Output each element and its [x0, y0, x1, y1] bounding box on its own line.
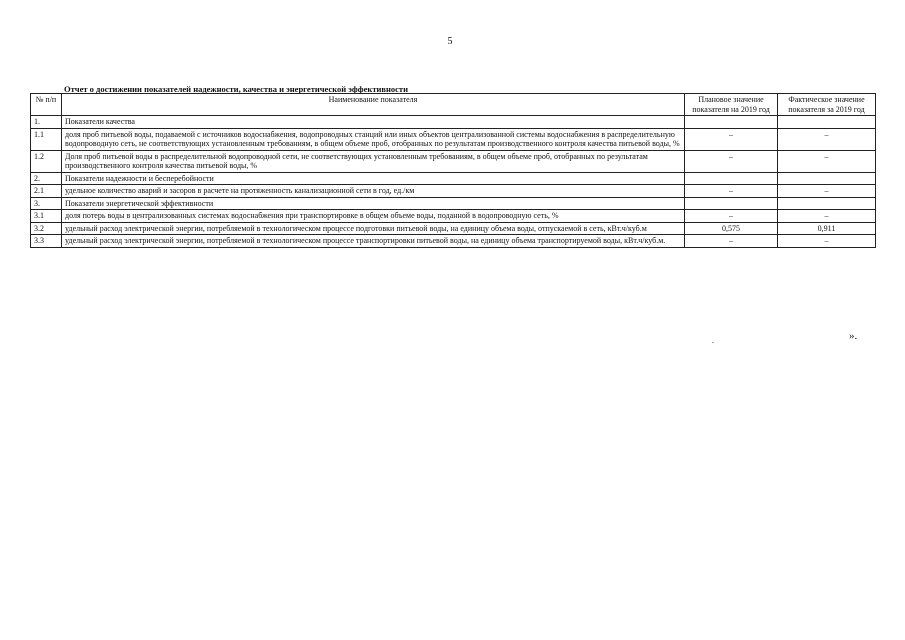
indicators-table [30, 93, 876, 248]
row-plan [685, 116, 778, 129]
row-num: 3.1 [31, 210, 62, 223]
row-num: 1.1 [31, 128, 62, 150]
row-plan: – [685, 150, 778, 172]
row-num: 2.1 [31, 185, 62, 198]
row-name: Показатели качества [62, 116, 685, 129]
row-plan: – [685, 185, 778, 198]
header-fact: Фактическое значение показателя за 2019 год [778, 94, 876, 116]
report-title: Отчет о достижении показателей надежности, качества и энергетической эффективности [64, 84, 408, 94]
table-row [31, 210, 876, 223]
closing-quote: ». [849, 330, 858, 342]
table-row [31, 185, 876, 198]
table-row [31, 197, 876, 210]
row-fact: – [778, 185, 876, 198]
row-plan: – [685, 128, 778, 150]
row-fact: – [778, 150, 876, 172]
stray-dot: . [712, 336, 714, 345]
table-row [31, 235, 876, 248]
row-fact [778, 116, 876, 129]
row-num: 2. [31, 172, 62, 185]
table-row [31, 116, 876, 129]
header-plan: Плановое значение показателя на 2019 год [685, 94, 778, 116]
row-name: доля потерь воды в централизованных системах водоснабжения при транспортировке в общем объеме воды, поданной в водопроводную сеть, % [62, 210, 685, 223]
row-name: Показатели надежности и бесперебойности [62, 172, 685, 185]
header-name: Наименование показателя [62, 94, 685, 116]
row-fact [778, 172, 876, 185]
table-header-row [31, 94, 876, 116]
row-plan: 0,575 [685, 222, 778, 235]
row-plan [685, 197, 778, 210]
row-fact: – [778, 210, 876, 223]
header-num: № п/п [31, 94, 62, 116]
row-plan [685, 172, 778, 185]
row-name: Показатели энергетической эффективности [62, 197, 685, 210]
table-row [31, 172, 876, 185]
page-number: 5 [447, 36, 453, 47]
row-name: удельный расход электрической энергии, потребляемой в технологическом процессе подготовки питьевой воды, на единицу объема воды, отпускаемой в сеть, кВт.ч/куб.м [62, 222, 685, 235]
row-fact: 0,911 [778, 222, 876, 235]
row-name: Доля проб питьевой воды в распределительной водопроводной сети, не соответствующих установленным требованиям, в общем объеме проб, отобранных по результатам производственного контроля качества питьевой воды, % [62, 150, 685, 172]
row-plan: – [685, 235, 778, 248]
row-name: удельное количество аварий и засоров в расчете на протяженность канализационной сети в год, ед./км [62, 185, 685, 198]
row-num: 3.3 [31, 235, 62, 248]
row-num: 1.2 [31, 150, 62, 172]
row-name: доля проб питьевой воды, подаваемой с источников водоснабжения, водопроводных станций или иных объектов централизованной системы водоснабжения в распределительную водопроводную сеть, не соответствующих установленным требованиям, в общем объеме проб, отобранных по результатам производственного контроля качества питьевой воды, % [62, 128, 685, 150]
row-plan: – [685, 210, 778, 223]
row-num: 3.2 [31, 222, 62, 235]
row-fact: – [778, 235, 876, 248]
row-fact [778, 197, 876, 210]
table-row [31, 150, 876, 172]
row-num: 3. [31, 197, 62, 210]
table-row [31, 222, 876, 235]
row-fact: – [778, 128, 876, 150]
row-num: 1. [31, 116, 62, 129]
table-row [31, 128, 876, 150]
row-name: удельный расход электрической энергии, потребляемой в технологическом процессе транспортировки питьевой воды, на единицу объема транспортируемой воды, кВт.ч/куб.м. [62, 235, 685, 248]
